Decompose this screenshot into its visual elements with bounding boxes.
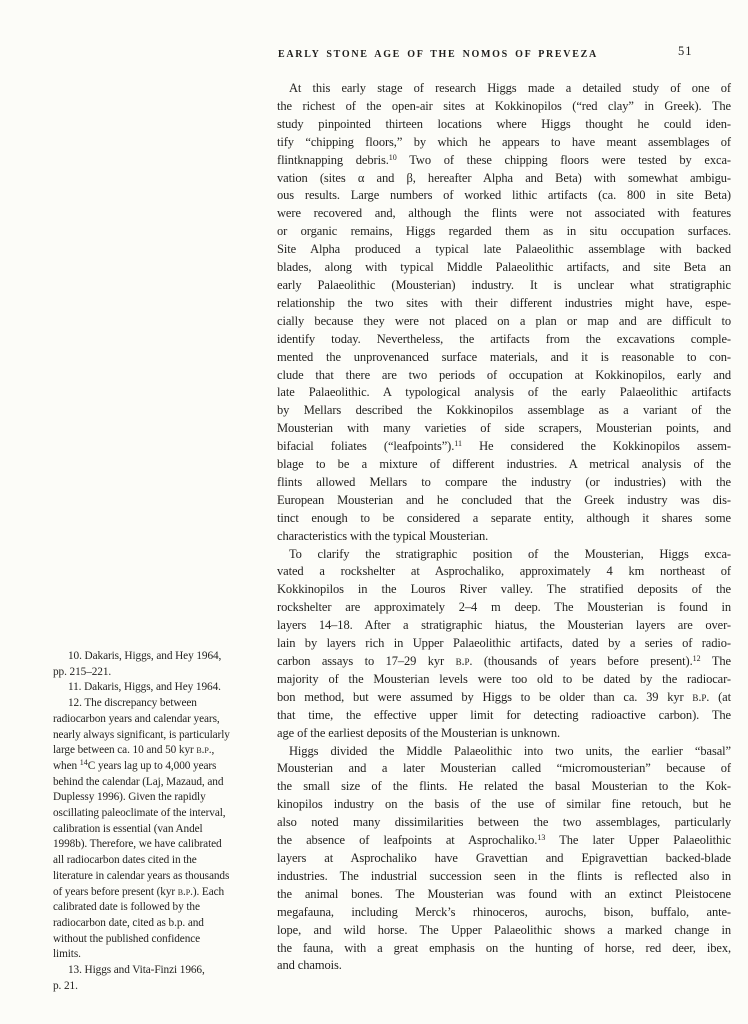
text-line: when $^{14}$C years lag up to 4,000 years xyxy=(53,757,217,772)
margin-notes-column xyxy=(53,649,265,994)
text-line: To clarify the stratigraphic position of the Mousterian, Higgs exca- xyxy=(289,546,731,561)
text-line: tify “chipping floors,” by which he appears to have meant assemblages of xyxy=(277,134,731,149)
text-line: ous results. Large numbers of worked lithic artifacts (ca. 800 in site Beta) xyxy=(277,188,731,203)
text-line: characteristics with the typical Mousterian. xyxy=(277,528,489,543)
text-line: radiocarbon date, cited as b.p. and xyxy=(53,916,204,929)
text-line: Mousterian with many varieties of side scrapers, Mousterian points, and xyxy=(277,421,731,436)
text-line: all radiocarbon dates cited in the xyxy=(53,854,197,867)
text-line: also noted many dissimilarities between the two assemblages, particularly xyxy=(277,815,731,830)
text-line: pp. 215–221. xyxy=(53,665,112,678)
running-head: EARLY STONE AGE OF THE NOMOS OF PREVEZA xyxy=(278,49,598,60)
text-line: radiocarbon years and calendar years, xyxy=(53,712,220,725)
text-line: European Mousterian and he concluded that the Greek industry was dis- xyxy=(277,492,731,507)
text-line: the absence of leafpoints at Asprochaliko.$^{13}$ The later Upper Palaeolithic xyxy=(277,833,732,848)
text-line: carbon assays to 17–29 kyr b.p. (thousands of years before present).$^{12}$ The xyxy=(277,654,731,668)
body-text-column xyxy=(277,80,731,975)
text-line: without the published confidence xyxy=(53,932,201,945)
text-line: majority of the Mousterian levels were too old to be dated by the radiocar- xyxy=(277,671,731,686)
text-line: were recovered and, although the flints were not associated with features xyxy=(277,206,731,221)
text-line: age of the earliest deposits of the Mousterian is unknown. xyxy=(277,725,561,740)
text-line: kinopilos industry on the basis of the use of similar fine retouch, but he xyxy=(277,797,731,812)
text-line: bon method, but were assumed by Higgs to be older than ca. 39 kyr b.p. (at xyxy=(277,689,731,704)
text-line: Site Alpha produced a typical late Palaeolithic assemblage with backed xyxy=(277,242,731,257)
text-line: p. 21. xyxy=(53,979,78,992)
text-line: At this early stage of research Higgs made a detailed study of one of xyxy=(289,81,731,95)
text-line: blades, along with typical Middle Palaeolithic artifacts, and site Beta an xyxy=(277,260,731,275)
text-line: lain by layers rich in Upper Palaeolithic artifacts, dated by a series of radio- xyxy=(277,636,731,651)
text-line: 1998b). Therefore, we have calibrated xyxy=(53,838,222,851)
text-line: Duplessy 1996). Given the rapidly xyxy=(53,791,206,804)
text-line: layers at Asprochaliko have Gravettian and Epigravettian backed-blade xyxy=(277,850,731,865)
text-line: relationship the two sites with their different industries might have, espe- xyxy=(277,295,731,310)
text-line: oscillating paleoclimate of the interval, xyxy=(53,807,226,820)
text-line: or organic remains, Higgs regarded them as in situ occupation surfaces. xyxy=(277,224,731,239)
text-line: 11. Dakaris, Higgs, and Hey 1964. xyxy=(68,681,221,694)
text-line: behind the calendar (Laj, Mazaud, and xyxy=(53,775,224,788)
text-line: 13. Higgs and Vita-Finzi 1966, xyxy=(68,964,205,977)
text-line: 12. The discrepancy between xyxy=(68,697,197,710)
text-line: calibrated date is followed by the xyxy=(53,901,200,914)
text-line: literature in calendar years as thousands xyxy=(53,869,230,882)
text-line: vated a rockshelter at Asprochaliko, approximately 4 km northeast of xyxy=(277,564,731,579)
text-line: limits. xyxy=(53,948,81,961)
page-number: 51 xyxy=(678,44,693,58)
text-line: by Mellars described the Kokkinopilos assemblage as a variant of the xyxy=(277,403,731,418)
text-line: study pinpointed thirteen locations where Higgs thought he could iden- xyxy=(277,116,731,131)
text-line: the animal bones. The Mousterian was found with an extinct Pleistocene xyxy=(277,886,731,901)
text-line: and chamois. xyxy=(277,958,342,973)
text-line: 10. Dakaris, Higgs, and Hey 1964, xyxy=(68,650,222,662)
text-line: tinct enough to be considered a separate entity, although it shares some xyxy=(277,510,731,525)
text-line: Higgs divided the Middle Palaeolithic into two units, the earlier “basal” xyxy=(289,743,731,758)
text-line: Mousterian and a later Mousterian called “micromousterian” because of xyxy=(277,761,731,776)
text-line: the richest of the open-air sites at Kokkinopilos (“red clay” in Greek). The xyxy=(277,98,731,113)
text-line: cially because they were not placed on a plan or map and are difficult to xyxy=(277,313,731,328)
text-line: calibration is essential (van Andel xyxy=(53,822,203,835)
paragraph xyxy=(277,743,731,976)
text-line: the fauna, with a great emphasis on the hunting of horse, red deer, ibex, xyxy=(277,940,731,955)
text-line: bifacial foliates (“leafpoints”).$^{11}$ He considered the Kokkinopilos assem- xyxy=(277,439,731,454)
footnote xyxy=(53,696,265,963)
text-line: flintknapping debris.$^{10}$ Two of these chipping floors were tested by exca- xyxy=(277,152,731,167)
text-line: industries. The industrial succession seen in the flints is reflected also in xyxy=(277,868,731,883)
text-line: Kokkinopilos in the Louros River valley. The stratified deposits of the xyxy=(277,582,731,597)
text-line: clude that there are two periods of occupation at Kokkinopilos, early and xyxy=(277,367,731,382)
text-line: of years before present (kyr b.p.). Each xyxy=(53,885,225,898)
text-line: megafauna, including Merck’s rhinoceros, aurochs, bison, buffalo, ante- xyxy=(277,904,731,919)
text-line: early Palaeolithic (Mousterian) industry. It is unclear what stratigraphic xyxy=(277,277,731,292)
text-line: large between ca. 10 and 50 kyr b.p., xyxy=(53,744,215,757)
text-line: late Palaeolithic. A typological analysis of the early Palaeolithic artifacts xyxy=(277,385,731,400)
text-line: that time, the effective upper limit for detecting radioactive carbon). The xyxy=(277,707,731,722)
text-line: rockshelter are approximately 2–4 m deep. The Mousterian is found in xyxy=(277,600,731,615)
footnote xyxy=(53,649,265,680)
text-line: vation (sites α and β, hereafter Alpha and Beta) with somewhat ambigu- xyxy=(277,170,731,185)
paragraph xyxy=(277,546,731,743)
text-line: mented the unprovenanced surface materials, and it is reasonable to con- xyxy=(277,349,731,364)
text-line: nearly always significant, is particularly xyxy=(53,728,230,741)
text-line: identify today. Nevertheless, the artifacts from the excavations comple- xyxy=(277,331,731,346)
paragraph xyxy=(277,80,731,546)
text-line: layers 14–18. After a stratigraphic hiatus, the Mousterian layers are over- xyxy=(277,618,731,633)
footnote xyxy=(53,963,265,994)
text-line: lope, and wild horse. The Upper Palaeolithic shows a marked change in xyxy=(277,922,731,937)
text-line: blage to be a mixture of different industries. A metrical analysis of the xyxy=(277,457,731,472)
text-line: flints allowed Mellars to compare the industry (or industries) with the xyxy=(277,474,731,489)
footnote xyxy=(53,680,265,696)
text-line: the small size of the flints. He related the basal Mousterian to the Kok- xyxy=(277,779,731,794)
